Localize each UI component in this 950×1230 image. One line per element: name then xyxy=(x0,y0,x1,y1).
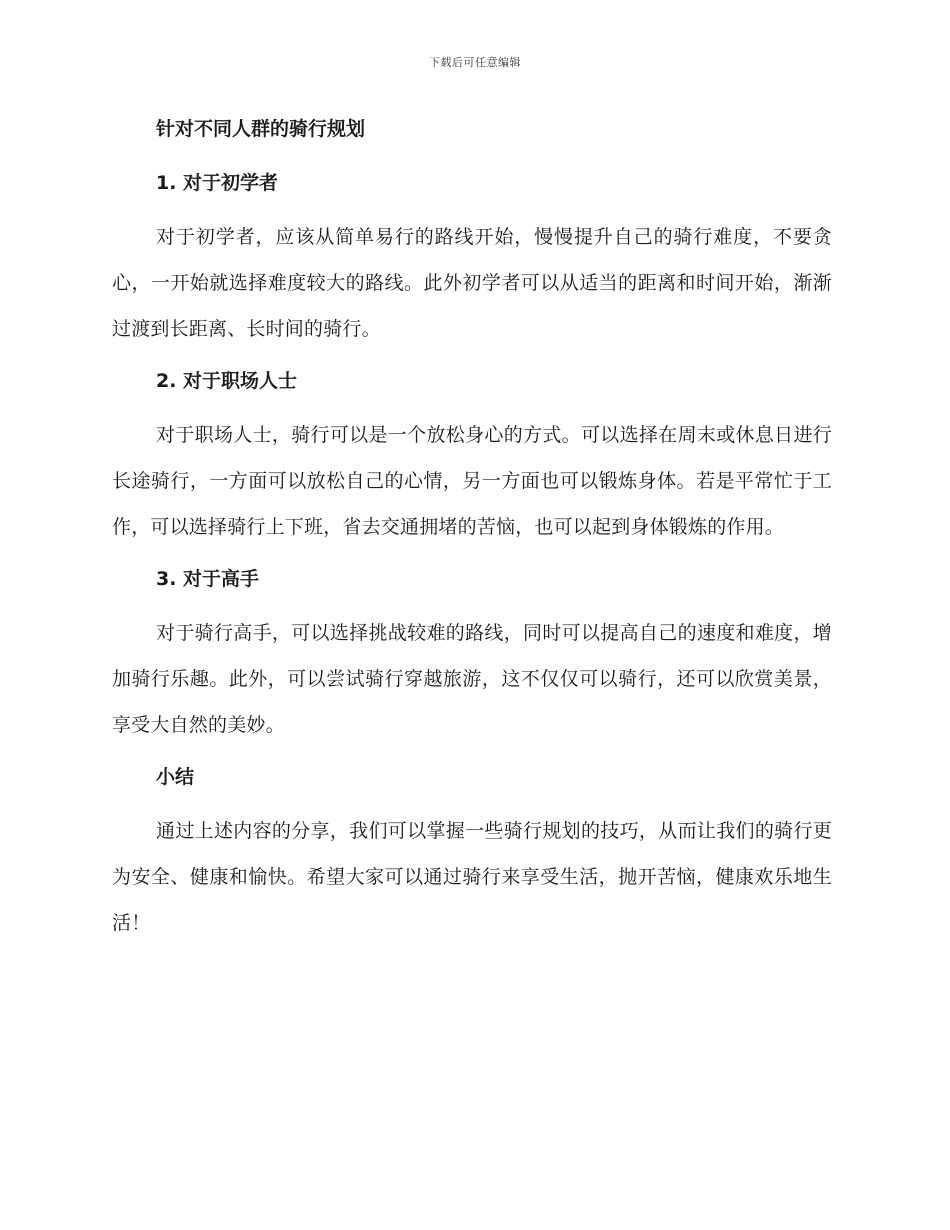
header-note: 下载后可任意编辑 xyxy=(429,56,521,69)
section-paragraph-professionals: 对于职场人士，骑行可以是一个放松身心的方式。可以选择在周末或休息日进行长途骑行，一方面可以放松自己的心情，另一方面也可以锻炼身体。若是平常忙于工作，可以选择骑行上下班，省去交通拥堵的苦恼，也可以起到身体锻炼的作用。 xyxy=(112,424,832,538)
section-heading-summary: 小结 xyxy=(156,766,195,788)
section-paragraph-summary: 通过上述内容的分享，我们可以掌握一些骑行规划的技巧，从而让我们的骑行更为安全、健康和愉快。希望大家可以通过骑行来享受生活，抛开苦恼，健康欢乐地生活！ xyxy=(112,820,832,934)
section-heading-experts: 3. 对于高手 xyxy=(156,568,260,590)
document-body xyxy=(112,112,832,946)
section-heading-professionals: 2. 对于职场人士 xyxy=(156,370,298,392)
section-paragraph-beginners: 对于初学者，应该从简单易行的路线开始，慢慢提升自己的骑行难度，不要贪心，一开始就选择难度较大的路线。此外初学者可以从适当的距离和时间开始，渐渐过渡到长距离、长时间的骑行。 xyxy=(112,226,832,340)
section-paragraph-experts: 对于骑行高手，可以选择挑战较难的路线，同时可以提高自己的速度和难度，增加骑行乐趣。此外，可以尝试骑行穿越旅游，这不仅仅可以骑行，还可以欣赏美景，享受大自然的美妙。 xyxy=(112,622,832,736)
section-heading-beginners: 1. 对于初学者 xyxy=(156,172,279,194)
document-title: 针对不同人群的骑行规划 xyxy=(156,118,366,140)
